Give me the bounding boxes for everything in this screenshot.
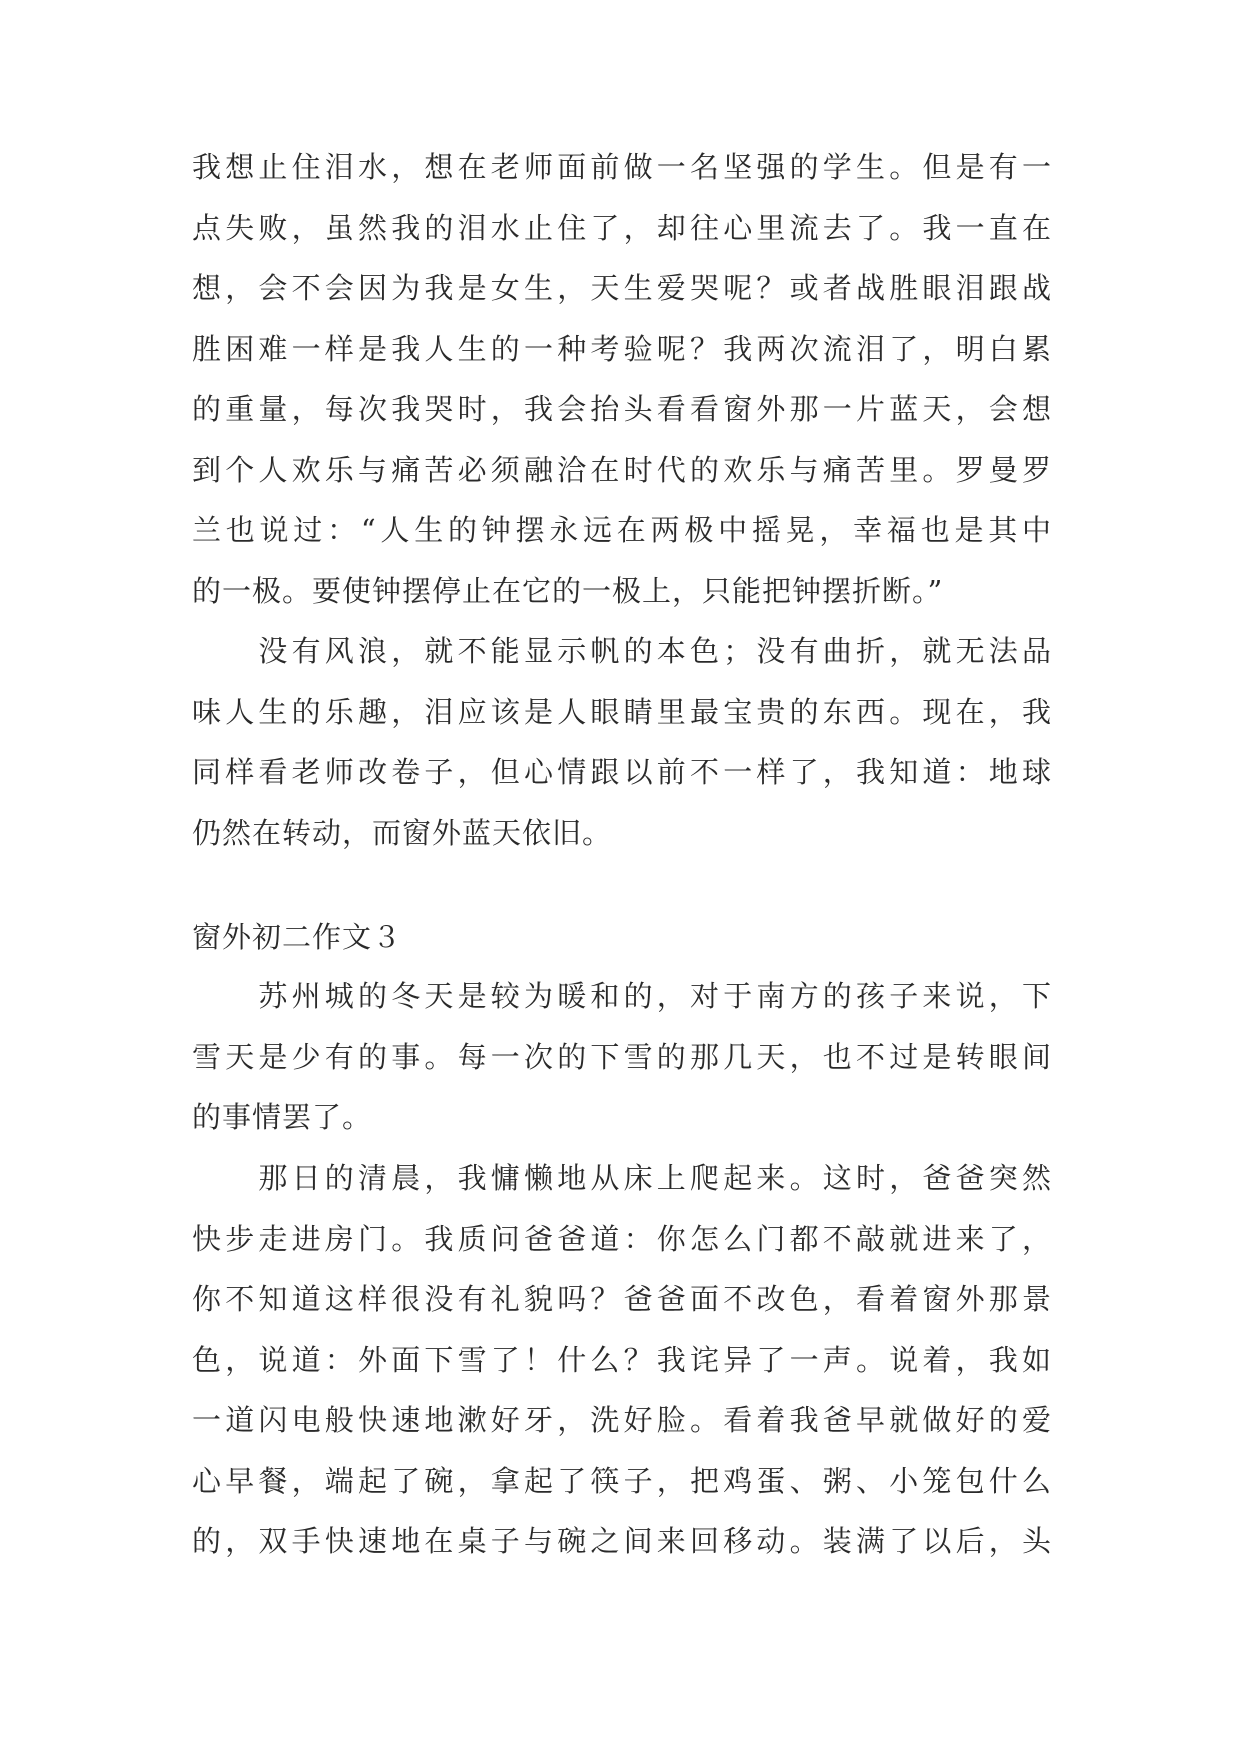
- section-title-text: 窗外初二作文３: [192, 920, 403, 954]
- section-title: [192, 907, 1052, 968]
- text-line: 我想止住泪水，想在老师面前做一名坚强的学生。但是有一: [192, 150, 1052, 184]
- text-line: 雪天是少有的事。每一次的下雪的那几天，也不过是转眼间: [192, 1039, 1052, 1074]
- text-line: 的，双手快速地在桌子与碗之间来回移动。装满了以后，头: [192, 1524, 1052, 1558]
- paragraph-3: [192, 966, 1052, 1148]
- text-line: 到个人欢乐与痛苦必须融洽在时代的欢乐与痛苦里。罗曼罗: [192, 452, 1052, 487]
- text-line: 同样看老师改卷子，但心情跟以前不一样了，我知道：地球: [192, 755, 1052, 789]
- text-line: 没有风浪，就不能显示帆的本色；没有曲折，就无法品: [192, 634, 1052, 668]
- text-line: 仍然在转动，而窗外蓝天依旧。: [192, 815, 613, 850]
- paragraph-4: [192, 1148, 1052, 1572]
- text-line: 色，说道：外面下雪了！什么？我诧异了一声。说着，我如: [192, 1342, 1052, 1377]
- text-line: 一道闪电般快速地漱好牙，洗好脸。看着我爸早就做好的爱: [192, 1403, 1052, 1437]
- text-line: 心早餐，端起了碗，拿起了筷子，把鸡蛋、粥、小笼包什么: [192, 1463, 1052, 1498]
- paragraph-2: [192, 621, 1052, 863]
- text-line: 兰也说过：“人生的钟摆永远在两极中摇晃，幸福也是其中: [192, 513, 1052, 547]
- text-line: 的一极。要使钟摆停止在它的一极上，只能把钟摆折断。”: [192, 573, 944, 608]
- text-line: 胜困难一样是我人生的一种考验呢？我两次流泪了，明白累: [192, 331, 1052, 366]
- text-line: 味人生的乐趣，泪应该是人眼睛里最宝贵的东西。现在，我: [192, 694, 1052, 729]
- text-line: 那日的清晨，我慵懒地从床上爬起来。这时，爸爸突然: [192, 1161, 1052, 1195]
- text-line: 的重量，每次我哭时，我会抬头看看窗外那一片蓝天，会想: [192, 392, 1052, 426]
- text-line: 快步走进房门。我质问爸爸道：你怎么门都不敲就进来了，: [192, 1221, 1052, 1256]
- text-line: 想，会不会因为我是女生，天生爱哭呢？或者战胜眼泪跟战: [192, 271, 1052, 305]
- text-line: 你不知道这样很没有礼貌吗？爸爸面不改色，看着窗外那景: [192, 1282, 1052, 1316]
- text-line: 苏州城的冬天是较为暖和的，对于南方的孩子来说，下: [192, 979, 1052, 1013]
- text-line: 的事情罢了。: [192, 1100, 373, 1134]
- paragraph-1: [192, 137, 1052, 621]
- text-line: 点失败，虽然我的泪水止住了，却往心里流去了。我一直在: [192, 210, 1052, 245]
